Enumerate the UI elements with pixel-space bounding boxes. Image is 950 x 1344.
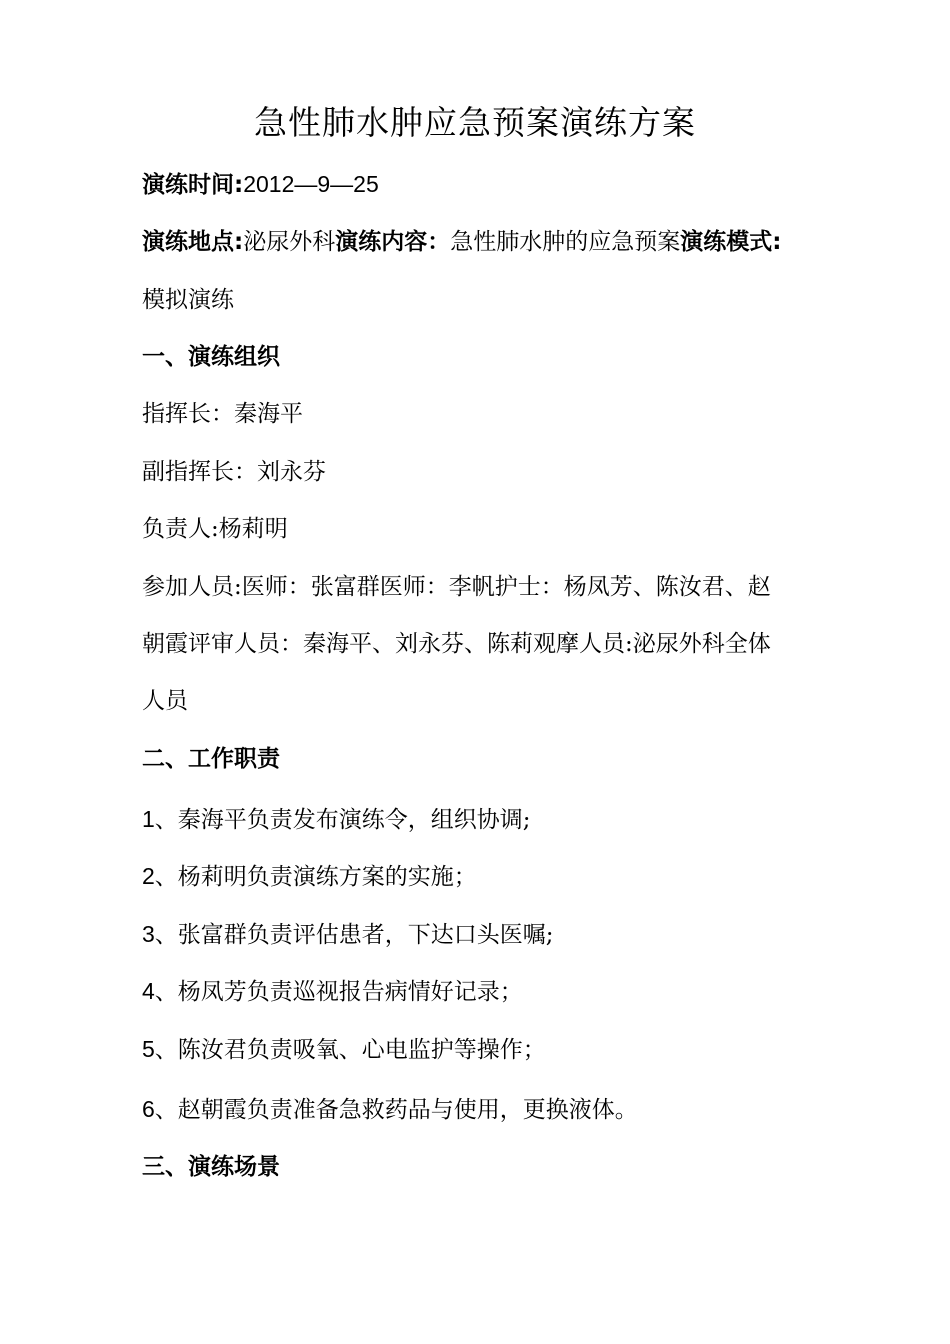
drill-place-value: 泌尿外科 xyxy=(243,229,336,255)
duty-item xyxy=(142,918,554,951)
duty-item xyxy=(142,975,523,1008)
drill-content-label: 演练内容： xyxy=(335,229,451,255)
participants-line-3: 人员 xyxy=(142,688,188,714)
participants-line-1: 参加人员:医师：张富群医师：李帆护士：杨凤芳、陈汝君、赵 xyxy=(142,574,771,600)
duty-item xyxy=(142,1033,546,1066)
duty-text: 、赵朝霞负责准备急救药品与使用，更换液体。 xyxy=(154,1097,638,1123)
section2-heading: 二、工作职责 xyxy=(142,746,280,772)
drill-time-value: 2012—9—25 xyxy=(243,171,379,197)
duty-number: 1 xyxy=(142,806,155,832)
duty-number: 4 xyxy=(142,978,155,1004)
drill-time-line xyxy=(142,168,379,201)
duty-number: 3 xyxy=(142,921,155,947)
drill-mode-label: 演练模式: xyxy=(680,229,782,255)
participants-line-2: 朝霞评审人员：秦海平、刘永芬、陈莉观摩人员:泌尿外科全体 xyxy=(142,631,771,657)
duty-number: 6 xyxy=(142,1096,155,1122)
duty-text: 、杨莉明负责演练方案的实施； xyxy=(154,864,477,890)
duty-text: 、张富群负责评估患者，下达口头医嘱; xyxy=(154,922,554,948)
duty-item xyxy=(142,860,477,893)
responsible-line: 负责人:杨莉明 xyxy=(142,516,288,542)
duty-number: 2 xyxy=(142,863,155,889)
vice-commander-line: 副指挥长：刘永芬 xyxy=(142,459,326,485)
duty-number: 5 xyxy=(142,1036,155,1062)
document-title: 急性肺水肿应急预案演练方案 xyxy=(254,103,696,142)
duty-text: 、秦海平负责发布演练令，组织协调; xyxy=(154,807,531,833)
duty-text: 、陈汝君负责吸氧、心电监护等操作； xyxy=(154,1037,546,1063)
drill-time-label: 演练时间: xyxy=(142,172,244,198)
commander-line: 指挥长：秦海平 xyxy=(142,401,303,427)
duty-text: 、杨凤芳负责巡视报告病情好记录； xyxy=(154,979,523,1005)
section1-heading: 一、演练组织 xyxy=(142,344,280,370)
section3-heading: 三、演练场景 xyxy=(142,1154,280,1180)
drill-place-label: 演练地点: xyxy=(142,229,244,255)
duty-item xyxy=(142,803,531,836)
duty-item xyxy=(142,1093,638,1126)
drill-info-line xyxy=(142,226,781,258)
drill-content-value: 急性肺水肿的应急预案 xyxy=(450,229,681,255)
drill-mode-value: 模拟演练 xyxy=(142,287,234,313)
